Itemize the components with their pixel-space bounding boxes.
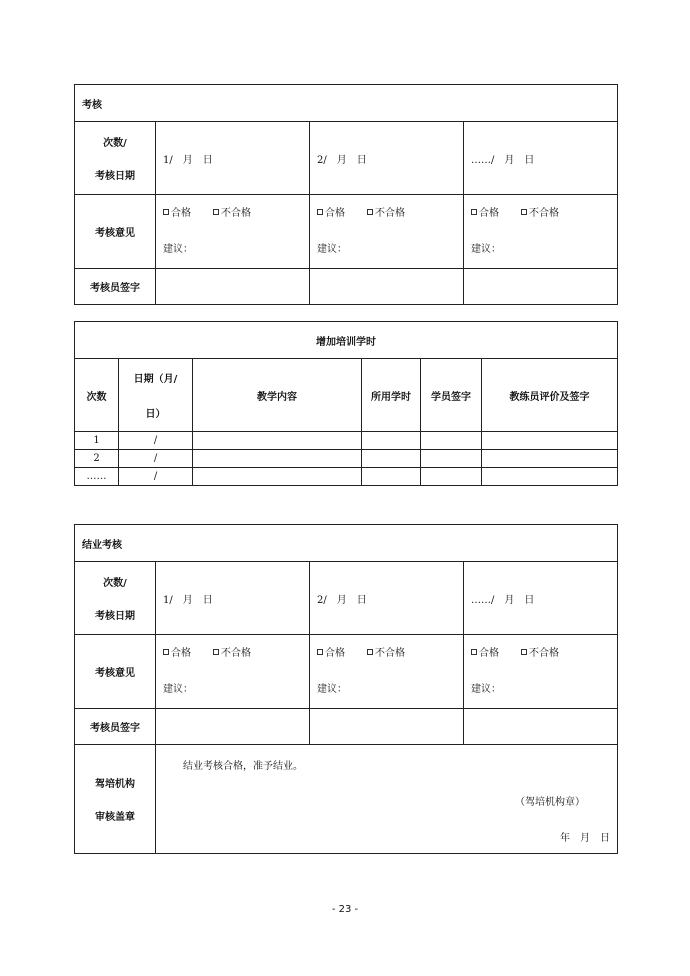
pass-label: 合格 bbox=[171, 207, 191, 219]
training-table bbox=[74, 321, 618, 486]
row-count: 1 bbox=[75, 432, 119, 450]
fail-checkbox[interactable] bbox=[367, 649, 373, 655]
fail-checkbox[interactable] bbox=[213, 649, 219, 655]
row-coach-sign[interactable] bbox=[482, 450, 618, 468]
row-hours[interactable] bbox=[362, 450, 421, 468]
pass-label: 合格 bbox=[479, 647, 499, 659]
exam-opinion-label: 考核意见 bbox=[75, 195, 156, 269]
row-student-sign[interactable] bbox=[421, 468, 482, 486]
fail-label: 不合格 bbox=[529, 647, 559, 659]
final-opinion-cell-3 bbox=[464, 635, 618, 709]
training-coach-sign-header: 教练员评价及签字 bbox=[482, 359, 618, 432]
suggest-label: 建议： bbox=[163, 683, 193, 695]
final-signer-cell-2[interactable] bbox=[310, 709, 464, 745]
exam-opinion-cell-2 bbox=[310, 195, 464, 269]
final-signer-label: 考核员签字 bbox=[75, 709, 156, 745]
seal-cell[interactable] bbox=[156, 745, 618, 854]
final-count-date-label bbox=[75, 562, 156, 635]
pass-label: 合格 bbox=[171, 647, 191, 659]
training-content-header: 教学内容 bbox=[193, 359, 362, 432]
fail-checkbox[interactable] bbox=[213, 209, 219, 215]
seal-label-line2: 审核盖章 bbox=[95, 812, 135, 823]
row-content[interactable] bbox=[193, 450, 362, 468]
fail-label: 不合格 bbox=[375, 647, 405, 659]
pass-checkbox[interactable] bbox=[471, 649, 477, 655]
exam-signer-cell-3[interactable] bbox=[464, 269, 618, 305]
pass-checkbox[interactable] bbox=[471, 209, 477, 215]
pass-label: 合格 bbox=[479, 207, 499, 219]
row-content[interactable] bbox=[193, 432, 362, 450]
final-opinion-cell-1 bbox=[156, 635, 310, 709]
seal-statement: 结业考核合格，准予结业。 bbox=[183, 761, 303, 772]
table-row bbox=[75, 468, 618, 486]
exam-date-2[interactable]: 2/ 月 日 bbox=[310, 122, 464, 195]
final-title: 结业考核 bbox=[75, 525, 618, 562]
final-date-1[interactable]: 1/ 月 日 bbox=[156, 562, 310, 635]
exam-date-label: 考核日期 bbox=[95, 171, 135, 182]
final-opinion-label: 考核意见 bbox=[75, 635, 156, 709]
suggest-label: 建议： bbox=[471, 243, 501, 255]
final-signer-cell-3[interactable] bbox=[464, 709, 618, 745]
exam-opinion-cell-1 bbox=[156, 195, 310, 269]
row-count: …… bbox=[75, 468, 119, 486]
final-signer-cell-1[interactable] bbox=[156, 709, 310, 745]
row-date[interactable]: / bbox=[119, 450, 193, 468]
final-date-label: 考核日期 bbox=[95, 611, 135, 622]
pass-label: 合格 bbox=[325, 647, 345, 659]
fail-checkbox[interactable] bbox=[521, 209, 527, 215]
fail-checkbox[interactable] bbox=[367, 209, 373, 215]
row-content[interactable] bbox=[193, 468, 362, 486]
exam-signer-label: 考核员签字 bbox=[75, 269, 156, 305]
exam-count-label: 次数/ bbox=[103, 138, 127, 149]
row-count: 2 bbox=[75, 450, 119, 468]
exam-table bbox=[74, 84, 618, 305]
row-coach-sign[interactable] bbox=[482, 432, 618, 450]
final-date-2[interactable]: 2/ 月 日 bbox=[310, 562, 464, 635]
training-hours-header: 所用学时 bbox=[362, 359, 421, 432]
exam-title: 考核 bbox=[75, 85, 618, 122]
fail-label: 不合格 bbox=[375, 207, 405, 219]
pass-label: 合格 bbox=[325, 207, 345, 219]
training-title: 增加培训学时 bbox=[75, 322, 618, 359]
pass-checkbox[interactable] bbox=[163, 649, 169, 655]
exam-opinion-cell-3 bbox=[464, 195, 618, 269]
seal-label-line1: 驾培机构 bbox=[95, 779, 135, 790]
suggest-label: 建议： bbox=[317, 243, 347, 255]
pass-checkbox[interactable] bbox=[317, 649, 323, 655]
training-student-sign-header: 学员签字 bbox=[421, 359, 482, 432]
row-date[interactable]: / bbox=[119, 468, 193, 486]
page-number: - 23 - bbox=[331, 904, 359, 915]
exam-signer-cell-2[interactable] bbox=[310, 269, 464, 305]
row-hours[interactable] bbox=[362, 432, 421, 450]
pass-checkbox[interactable] bbox=[163, 209, 169, 215]
fail-checkbox[interactable] bbox=[521, 649, 527, 655]
table-row bbox=[75, 450, 618, 468]
final-exam-table bbox=[74, 524, 618, 854]
fail-label: 不合格 bbox=[221, 647, 251, 659]
training-date-header-line2: 日） bbox=[145, 409, 166, 420]
fail-label: 不合格 bbox=[529, 207, 559, 219]
fail-label: 不合格 bbox=[221, 207, 251, 219]
exam-date-3[interactable]: ……/ 月 日 bbox=[464, 122, 618, 195]
table-row bbox=[75, 432, 618, 450]
training-date-header-line1: 日期（月/ bbox=[133, 374, 178, 385]
row-student-sign[interactable] bbox=[421, 450, 482, 468]
final-count-label: 次数/ bbox=[103, 578, 127, 589]
suggest-label: 建议： bbox=[163, 243, 193, 255]
row-date[interactable]: / bbox=[119, 432, 193, 450]
row-student-sign[interactable] bbox=[421, 432, 482, 450]
final-date-3[interactable]: ……/ 月 日 bbox=[464, 562, 618, 635]
seal-date: 年 月 日 bbox=[560, 833, 610, 844]
seal-label bbox=[75, 745, 156, 854]
row-coach-sign[interactable] bbox=[482, 468, 618, 486]
training-count-header: 次数 bbox=[75, 359, 119, 432]
exam-count-date-label bbox=[75, 122, 156, 195]
exam-date-1[interactable]: 1/ 月 日 bbox=[156, 122, 310, 195]
suggest-label: 建议： bbox=[471, 683, 501, 695]
exam-signer-cell-1[interactable] bbox=[156, 269, 310, 305]
seal-org: （驾培机构章） bbox=[515, 797, 585, 808]
training-date-header bbox=[119, 359, 193, 432]
pass-checkbox[interactable] bbox=[317, 209, 323, 215]
final-opinion-cell-2 bbox=[310, 635, 464, 709]
suggest-label: 建议： bbox=[317, 683, 347, 695]
row-hours[interactable] bbox=[362, 468, 421, 486]
